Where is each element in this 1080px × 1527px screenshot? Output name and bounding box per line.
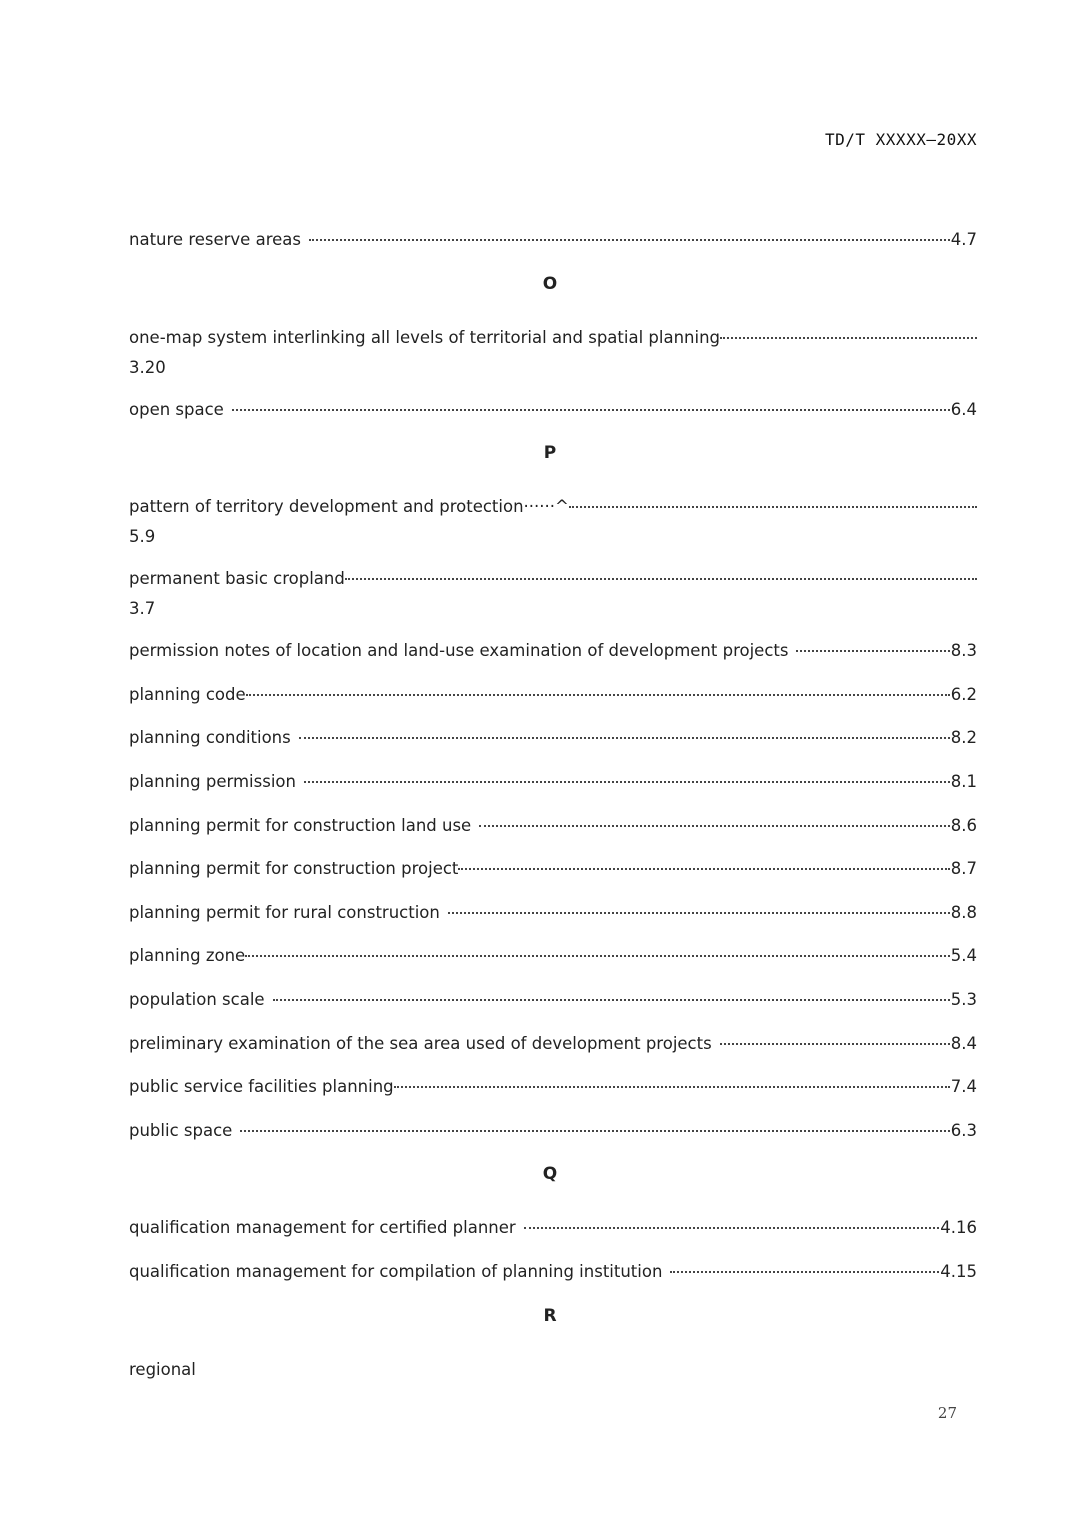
index-reference: 3.7: [129, 599, 156, 619]
index-term: public space: [129, 1120, 233, 1140]
index-term: permanent basic cropland: [129, 569, 345, 589]
index-term: open space: [129, 399, 224, 419]
index-term: one-map system interlinking all levels of territorial and spatial planning: [129, 327, 721, 347]
index-reference: 6.4: [950, 399, 977, 419]
index-term: planning permit for rural construction: [129, 902, 440, 922]
index-reference: 8.4: [950, 1033, 977, 1053]
dot-leader: [299, 737, 950, 739]
index-reference: 3.20: [129, 357, 166, 377]
section-letter-r: R: [543, 1305, 557, 1326]
index-term: planning code: [129, 684, 246, 704]
dot-leader: [569, 506, 977, 508]
index-reference: 8.8: [950, 902, 977, 922]
index-reference: 8.6: [950, 815, 977, 835]
dot-leader: [304, 781, 950, 783]
dot-leader: [524, 1227, 940, 1229]
index-term: planning zone: [129, 946, 246, 966]
index-entry: [129, 942, 977, 986]
dot-leader: [479, 825, 950, 827]
index-term: qualification management for certified planner: [129, 1218, 516, 1238]
index-entry: [129, 396, 977, 440]
index-entry: [129, 493, 977, 553]
dot-leader: [670, 1271, 939, 1273]
index-reference: 8.7: [950, 859, 977, 879]
index-reference: 4.16: [940, 1218, 977, 1238]
index-term: planning permit for construction project: [129, 859, 459, 879]
dot-leader: [245, 955, 950, 957]
index-term: public service facilities planning: [129, 1077, 394, 1097]
index-term: preliminary examination of the sea area used of development projects: [129, 1033, 712, 1053]
index-reference: 5.4: [950, 946, 977, 966]
index-term: qualification management for compilation of planning institution: [129, 1261, 663, 1281]
dot-leader: [345, 578, 977, 580]
section-letter-p: P: [543, 443, 557, 464]
section-letter-o: O: [542, 273, 558, 294]
index-entry: [129, 1214, 977, 1258]
trailing-entry: regional: [129, 1359, 196, 1379]
index-entry: [129, 637, 977, 681]
index-entry: [129, 986, 977, 1030]
dot-leader: [246, 694, 950, 696]
dot-leader: [720, 1043, 950, 1045]
index-entry: [129, 226, 977, 270]
dot-leader: [232, 409, 950, 411]
index-reference: 4.7: [950, 230, 977, 249]
standard-code-header: TD/T XXXXX—20XX: [825, 130, 977, 149]
dot-leader: [448, 912, 950, 914]
index-term: pattern of territory development and protection······^: [129, 497, 569, 517]
index-reference: 7.4: [950, 1077, 977, 1097]
dot-leader: [394, 1086, 950, 1088]
index-reference: 8.3: [950, 641, 977, 661]
index-term: planning conditions: [129, 728, 291, 748]
index-reference: 5.3: [950, 989, 977, 1009]
index-term: permission notes of location and land-use examination of development projects: [129, 641, 789, 661]
page-number: 27: [937, 1404, 957, 1422]
index-term: planning permission: [129, 771, 296, 791]
index-term: planning permit for construction land use: [129, 815, 472, 835]
index-reference: 8.1: [950, 771, 977, 791]
index-entry: [129, 1117, 977, 1161]
index-entry: [129, 324, 977, 384]
index-entry: [129, 855, 977, 899]
index-entry: [129, 1073, 977, 1117]
index-term: population scale: [129, 989, 265, 1009]
index-entry: [129, 1258, 977, 1302]
index-term: nature reserve areas: [129, 230, 301, 249]
index-reference: 5.9: [129, 527, 156, 547]
index-list: [129, 226, 977, 1384]
index-entry: [129, 1030, 977, 1074]
index-reference: 6.2: [950, 684, 977, 704]
index-entry: [129, 681, 977, 725]
index-reference: 8.2: [950, 728, 977, 748]
dot-leader: [273, 999, 950, 1001]
dot-leader: [240, 1130, 949, 1132]
index-reference: 4.15: [940, 1261, 977, 1281]
dot-leader: [458, 868, 949, 870]
index-reference: 6.3: [950, 1120, 977, 1140]
dot-leader: [796, 650, 949, 652]
index-sections: [129, 226, 977, 1346]
index-entry: [129, 565, 977, 625]
dot-leader: [309, 239, 950, 241]
section-letter-q: Q: [542, 1164, 558, 1185]
index-entry: [129, 812, 977, 856]
dot-leader: [720, 337, 977, 339]
index-entry: [129, 724, 977, 768]
index-entry: [129, 899, 977, 943]
index-entry: [129, 768, 977, 812]
